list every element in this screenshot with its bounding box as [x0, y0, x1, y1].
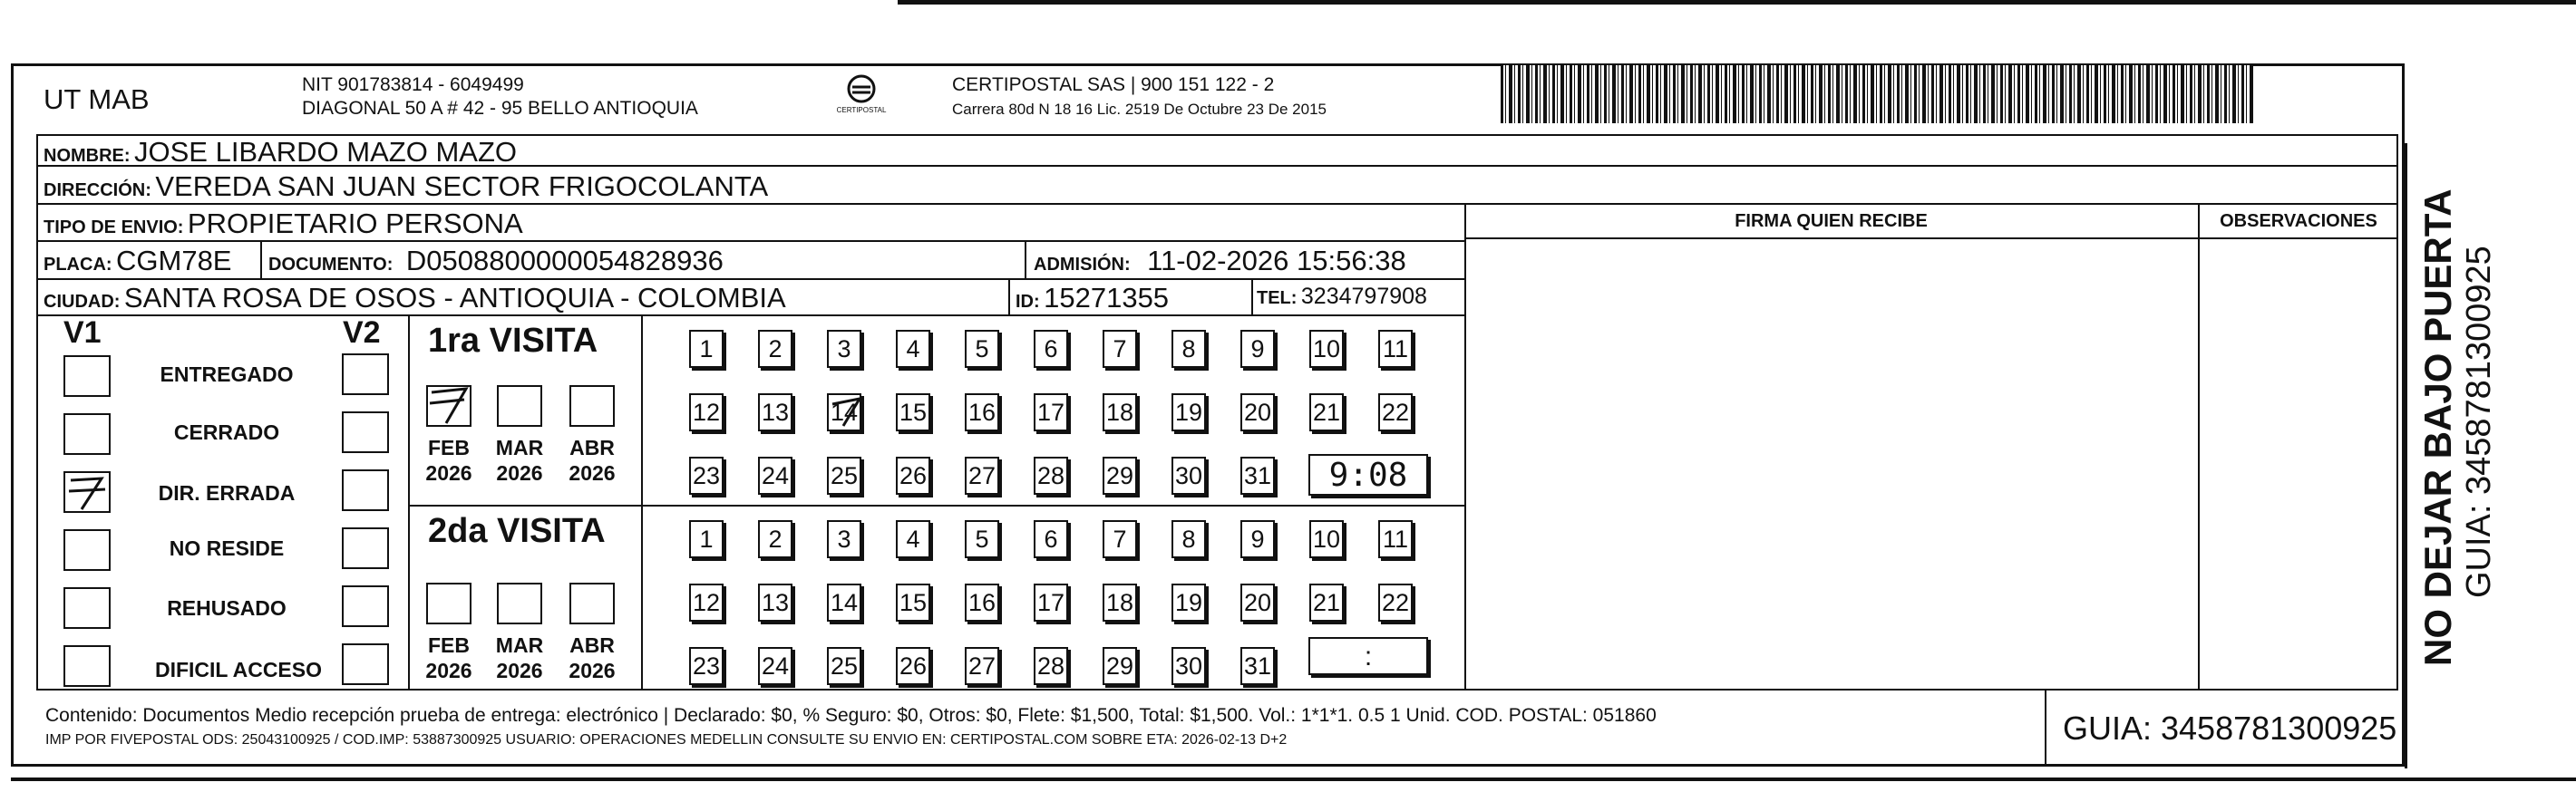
first-visit-time-box[interactable] — [1308, 454, 1428, 496]
second-visit-day-29[interactable]: 29 — [1103, 647, 1137, 685]
v1-checkbox-dir-errada[interactable] — [63, 471, 111, 513]
second-visit-day-24[interactable]: 24 — [758, 647, 792, 685]
ciudad-value: SANTA ROSA DE OSOS - ANTIOQUIA - COLOMBIA — [123, 282, 786, 314]
second-visit-day-12[interactable]: 12 — [689, 584, 724, 622]
carrier-license: Carrera 80d N 18 16 Lic. 2519 De Octubre 23 De 2015 — [952, 101, 1327, 118]
second-visit-day-16[interactable]: 16 — [965, 584, 999, 622]
first-visit-day-4[interactable]: 4 — [896, 330, 930, 368]
admision-cell — [1034, 245, 1406, 277]
col-line — [641, 314, 643, 691]
first-visit-day-29[interactable]: 29 — [1103, 457, 1137, 495]
second-visit-month-feb-label: FEB 2026 — [425, 633, 472, 682]
second-visit-day-13[interactable]: 13 — [758, 584, 792, 622]
placa-value: CGM78E — [116, 245, 232, 276]
second-visit-day-1[interactable]: 1 — [689, 520, 724, 558]
contenido-text: Contenido: Documentos Medio recepción prueba de entrega: electrónico | Declarado: $0, % Seguro: $0, Otros: $0, Flete: $1,500, Total: $1,500. Vol.: 1*1*1. 0.5 1 Unid. COD. POSTAL: 051860 — [45, 705, 1657, 726]
v2-checkbox-entregado[interactable] — [342, 353, 389, 395]
first-visit-day-2[interactable]: 2 — [758, 330, 792, 368]
first-visit-day-19[interactable]: 19 — [1171, 393, 1206, 431]
col-line — [260, 240, 262, 278]
admision-label: ADMISIÓN: — [1034, 255, 1131, 275]
v2-checkbox-cerrado[interactable] — [342, 411, 389, 453]
row-line — [36, 203, 2398, 205]
second-visit-day-2[interactable]: 2 — [758, 520, 792, 558]
v1-checkbox-no-reside[interactable] — [63, 529, 111, 571]
col-line — [2045, 691, 2046, 767]
first-visit-day-11[interactable]: 11 — [1378, 330, 1413, 368]
second-visit-month-abr-label: ABR 2026 — [569, 633, 616, 682]
first-visit-time: 9:08 — [1328, 457, 1408, 494]
documento-label: DOCUMENTO: — [268, 255, 394, 275]
sender-address: DIAGONAL 50 A # 42 - 95 BELLO ANTIOQUIA — [302, 98, 698, 119]
first-visit-day-7[interactable]: 7 — [1103, 330, 1137, 368]
first-visit-day-26[interactable]: 26 — [896, 457, 930, 495]
direccion-row — [44, 170, 768, 203]
handwritten-check-mark — [65, 473, 109, 511]
second-visit-day-6[interactable]: 6 — [1034, 520, 1068, 558]
barcode — [1501, 65, 2253, 123]
svg-text:CERTIPOSTAL: CERTIPOSTAL — [836, 106, 887, 114]
second-visit-day-15[interactable]: 15 — [896, 584, 930, 622]
v2-header: V2 — [343, 315, 381, 350]
col-line — [1251, 278, 1253, 314]
warning-no-dejar-bajo-puerta: NO DEJAR BAJO PUERTA — [2416, 188, 2459, 666]
nombre-row — [44, 136, 517, 169]
first-visit-day-9[interactable]: 9 — [1240, 330, 1275, 368]
first-visit-day-16[interactable]: 16 — [965, 393, 999, 431]
footer-guia: GUIA: 3458781300925 — [2063, 710, 2397, 747]
nombre-value: JOSE LIBARDO MAZO MAZO — [134, 136, 517, 168]
id-value: 15271355 — [1044, 282, 1170, 314]
second-visit-day-20[interactable]: 20 — [1240, 584, 1275, 622]
first-visit-month-feb-box[interactable] — [426, 385, 471, 427]
col-line — [1025, 240, 1026, 278]
sender-nit: NIT 901783814 - 6049499 — [302, 74, 524, 95]
sender-name: UT MAB — [44, 83, 150, 115]
first-visit-month-mar-box[interactable] — [497, 385, 542, 427]
placa-label: PLACA: — [44, 255, 112, 275]
second-visit-day-18[interactable]: 18 — [1103, 584, 1137, 622]
tipo-row — [44, 208, 523, 240]
first-visit-month-abr-box[interactable] — [569, 385, 615, 427]
col-line — [1008, 278, 1010, 314]
status-rehusado: REHUSADO — [167, 596, 287, 620]
side-guia-number: GUIA: 3458781300925 — [2460, 246, 2498, 598]
col-line — [1464, 203, 1466, 691]
first-visit-day-15[interactable]: 15 — [896, 393, 930, 431]
first-visit-day-30[interactable]: 30 — [1171, 457, 1206, 495]
id-label: ID: — [1016, 292, 1040, 312]
second-visit-day-27[interactable]: 27 — [965, 647, 999, 685]
second-visit-month-feb-box[interactable] — [426, 583, 471, 624]
first-visit-day-22[interactable]: 22 — [1378, 393, 1413, 431]
carrier-name: CERTIPOSTAL SAS | 900 151 122 - 2 — [952, 74, 1275, 95]
first-visit-day-23[interactable]: 23 — [689, 457, 724, 495]
first-visit-day-8[interactable]: 8 — [1171, 330, 1206, 368]
first-visit-day-21[interactable]: 21 — [1309, 393, 1344, 431]
second-visit-day-14[interactable]: 14 — [827, 584, 861, 622]
scan-edge-bottom — [11, 778, 2576, 781]
tel-cell — [1257, 284, 1427, 310]
scan-edge-right — [2405, 143, 2407, 768]
first-visit-day-18[interactable]: 18 — [1103, 393, 1137, 431]
first-visit-title: 1ra VISITA — [428, 322, 598, 360]
first-visit-day-5[interactable]: 5 — [965, 330, 999, 368]
status-cerrado: CERRADO — [173, 420, 280, 444]
second-visit-day-19[interactable]: 19 — [1171, 584, 1206, 622]
first-visit-day-13[interactable]: 13 — [758, 393, 792, 431]
row-line — [1464, 237, 2398, 239]
second-visit-day-28[interactable]: 28 — [1034, 647, 1068, 685]
second-visit-day-4[interactable]: 4 — [896, 520, 930, 558]
second-visit-day-30[interactable]: 30 — [1171, 647, 1206, 685]
row-line — [36, 240, 1464, 242]
first-visit-month-mar-label: MAR 2026 — [495, 436, 544, 485]
first-visit-day-6[interactable]: 6 — [1034, 330, 1068, 368]
admision-value: 11-02-2026 15:56:38 — [1147, 245, 1406, 276]
handwritten-check-mark — [428, 387, 470, 425]
documento-value: D0508800000054828936 — [405, 245, 724, 276]
ciudad-label: CIUDAD: — [44, 292, 121, 312]
second-visit-month-mar-box[interactable] — [497, 583, 542, 624]
col-line — [408, 314, 410, 691]
first-visit-day-31[interactable]: 31 — [1240, 457, 1275, 495]
first-visit-day-12[interactable]: 12 — [689, 393, 724, 431]
first-visit-day-10[interactable]: 10 — [1309, 330, 1344, 368]
v2-checkbox-rehusado[interactable] — [342, 585, 389, 627]
documento-cell — [268, 245, 724, 277]
first-visit-day-3[interactable]: 3 — [827, 330, 861, 368]
placa-cell — [44, 245, 231, 277]
second-visit-title: 2da VISITA — [428, 512, 606, 550]
second-visit-month-mar-label: MAR 2026 — [495, 633, 544, 682]
second-visit-time-box[interactable] — [1308, 637, 1428, 675]
tipo-value: PROPIETARIO PERSONA — [187, 208, 523, 239]
second-visit-day-22[interactable]: 22 — [1378, 584, 1413, 622]
imp-text: IMP POR FIVEPOSTAL ODS: 25043100925 / COD.IMP: 53887300925 USUARIO: OPERACIONES MEDELLIN CONSULTE SU ENVIO EN: CERTIPOSTAL.COM SOBRE ETA: 2026-02-13 D+2 — [45, 732, 1288, 748]
second-visit-day-5[interactable]: 5 — [965, 520, 999, 558]
first-visit-month-feb-label: FEB 2026 — [425, 436, 472, 485]
second-visit-day-7[interactable]: 7 — [1103, 520, 1137, 558]
col-line — [2198, 203, 2200, 691]
second-visit-day-21[interactable]: 21 — [1309, 584, 1344, 622]
second-visit-day-31[interactable]: 31 — [1240, 647, 1275, 685]
first-visit-day-20[interactable]: 20 — [1240, 393, 1275, 431]
v1-checkbox-cerrado[interactable] — [63, 413, 111, 455]
ciudad-cell — [44, 282, 786, 314]
observaciones-header: OBSERVACIONES — [2220, 211, 2377, 231]
second-visit-month-abr-box[interactable] — [569, 583, 615, 624]
handwritten-check-mark — [829, 395, 863, 430]
tel-label: TEL: — [1257, 288, 1298, 308]
firma-header: FIRMA QUIEN RECIBE — [1735, 211, 1928, 231]
v1-checkbox-rehusado[interactable] — [63, 587, 111, 629]
v2-checkbox-dir-errada[interactable] — [342, 469, 389, 511]
v2-checkbox-dificil-acceso[interactable] — [342, 643, 389, 685]
second-visit-day-25[interactable]: 25 — [827, 647, 861, 685]
tel-value: 3234797908 — [1300, 284, 1427, 309]
status-no-reside: NO RESIDE — [169, 536, 285, 560]
nombre-label: NOMBRE: — [44, 146, 131, 166]
status-dir-errada: DIR. ERRADA — [158, 481, 296, 505]
row-line — [36, 314, 1464, 316]
second-visit-day-17[interactable]: 17 — [1034, 584, 1068, 622]
v1-checkbox-dificil-acceso[interactable] — [63, 645, 111, 687]
second-visit-day-11[interactable]: 11 — [1378, 520, 1413, 558]
second-visit-day-9[interactable]: 9 — [1240, 520, 1275, 558]
first-visit-day-28[interactable]: 28 — [1034, 457, 1068, 495]
certipostal-logo — [834, 72, 889, 118]
status-dificil-acceso: DIFICIL ACCESO — [154, 658, 322, 681]
first-visit-day-17[interactable]: 17 — [1034, 393, 1068, 431]
first-visit-month-abr-label: ABR 2026 — [569, 436, 616, 485]
first-visit-day-1[interactable]: 1 — [689, 330, 724, 368]
id-cell — [1016, 282, 1169, 314]
row-line — [36, 278, 1464, 280]
row-line — [408, 505, 1464, 507]
second-visit-day-3[interactable]: 3 — [827, 520, 861, 558]
second-visit-day-8[interactable]: 8 — [1171, 520, 1206, 558]
v1-checkbox-entregado[interactable] — [63, 355, 111, 397]
first-visit-day-25[interactable]: 25 — [827, 457, 861, 495]
second-visit-day-26[interactable]: 26 — [896, 647, 930, 685]
v2-checkbox-no-reside[interactable] — [342, 527, 389, 569]
direccion-value: VEREDA SAN JUAN SECTOR FRIGOCOLANTA — [155, 170, 769, 202]
direccion-label: DIRECCIÓN: — [44, 180, 151, 200]
first-visit-day-14[interactable] — [827, 393, 861, 431]
first-visit-day-27[interactable]: 27 — [965, 457, 999, 495]
second-visit-time: : — [1364, 642, 1373, 671]
scan-edge-top — [898, 0, 2576, 5]
second-visit-day-10[interactable]: 10 — [1309, 520, 1344, 558]
status-entregado: ENTREGADO — [160, 362, 294, 386]
first-visit-day-label: 14 — [830, 398, 859, 426]
v1-header: V1 — [63, 315, 102, 350]
second-visit-day-23[interactable]: 23 — [689, 647, 724, 685]
first-visit-day-24[interactable]: 24 — [758, 457, 792, 495]
tipo-label: TIPO DE ENVIO: — [44, 217, 184, 237]
